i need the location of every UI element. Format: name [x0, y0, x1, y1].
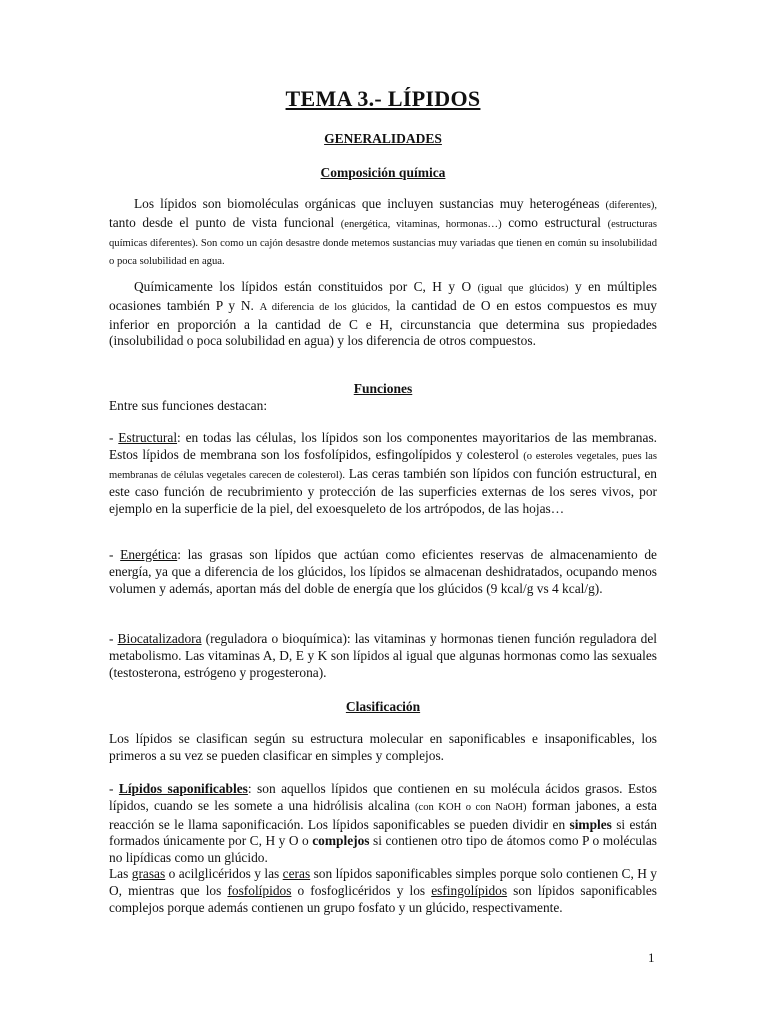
paragraph-lipidos-saponificables: - Lípidos saponificables: son aquellos lípidos que contienen en su molécula ácidos grasos. Estos lípidos, cuando se les somete a una hidrólisis alcalina (con KOH o con NaOH) forman jabones, a esta reacción se le llama saponificación. Los lípidos saponificables se pueden dividir en simples si están formados únicamente por C, H y O o complejos si contienen otro tipo de átomos como P o moléculas no lipídicas como un glúcido. [109, 781, 657, 866]
page-number: 1 [648, 950, 655, 965]
funciones-intro: Entre sus funciones destacan: [109, 398, 268, 413]
paragraph-clasificacion-3: Las grasas o acilglicéridos y las ceras son lípidos saponificables simples porque solo contienen C, H y O, mientras que los fosfolípidos o fosfoglicéridos y los esfingolípidos son lípidos saponificables complejos porque además contienen un grupo fosfato y un glúcido, respectivamente. [109, 866, 658, 915]
funcion-estructural: - Estructural: en todas las células, los lípidos son los componentes mayoritarios de las membranas. Estos lípidos de membrana son los fosfolípidos, esfingolípidos y colesterol (o esteroles vegetales, pues las membranas de células vegetales carecen de colesterol). Las ceras también son lípidos con función estructural, en este caso función de recubrimiento y protección de las superficies externas de los seres vivos, por ejemplo en la superficie de la piel, del exoesqueleto de los artrópodos, de las hojas… [109, 430, 658, 517]
section-heading-generalidades: GENERALIDADES [324, 131, 442, 146]
paragraph-clasificacion-1: Los lípidos se clasifican según su estructura molecular en saponificables e insaponificables, los primeros a su vez se pueden clasificar en simples y complejos. [109, 731, 657, 763]
paragraph-composicion-2: Químicamente los lípidos están constituidos por C, H y O (igual que glúcidos) y en múltiples ocasiones también P y N. A diferencia de los glúcidos, la cantidad de O en estos compuestos es muy inferior en proporción a la cantidad de C e H, circunstancia que determina sus propiedades (insolubilidad o poca solubilidad en agua) y los diferencia de otros compuestos. [109, 279, 657, 349]
funcion-energetica: - Energética: las grasas son lípidos que actúan como eficientes reservas de almacenamiento de energía, ya que a diferencia de los glúcidos, los lípidos se almacenan deshidratados, ocupando menos volumen y además, aportan más del doble de energía que los glúcidos (9 kcal/g vs 4 kcal/g). [109, 547, 657, 596]
subheading-composicion: Composición química [320, 165, 446, 180]
subheading-funciones: Funciones [353, 381, 413, 396]
funcion-biocatalizadora: - Biocatalizadora (reguladora o bioquímica): las vitaminas y hormonas tienen función reguladora del metabolismo. Las vitaminas A, D, E y K son lípidos al igual que algunas hormonas como las sexuales (testosterona, estrógeno y progesterona). [109, 631, 657, 680]
subheading-clasificacion: Clasificación [345, 699, 421, 714]
paragraph-composicion-1: Los lípidos son biomoléculas orgánicas que incluyen sustancias muy heterogéneas (diferentes), tanto desde el punto de vista funcional (energética, vitaminas, hormonas…) como estructural (estructuras químicas diferentes). Son como un cajón desastre donde metemos sustancias muy variadas que tienen en común su insolubilidad o poca solubilidad en agua. [109, 196, 658, 268]
document-title: TEMA 3.- LÍPIDOS [285, 86, 481, 111]
